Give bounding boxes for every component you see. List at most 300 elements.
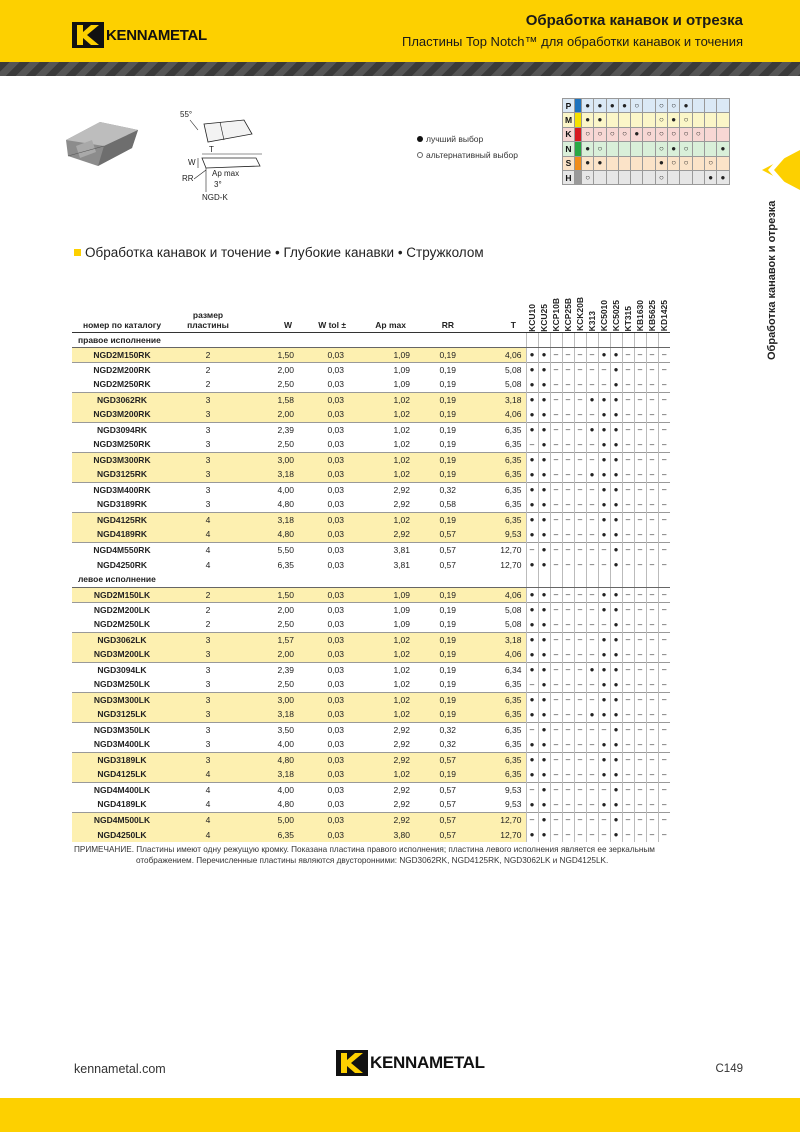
matrix-cell: ○ [680, 113, 692, 127]
grade-availability: ● [598, 647, 610, 662]
grade-availability: ● [598, 707, 610, 722]
grade-label: KC5010 [599, 300, 609, 332]
cell-rr: 0,19 [414, 407, 460, 422]
grade-availability: – [646, 707, 658, 722]
grade-availability: – [586, 407, 598, 422]
grade-availability: – [586, 797, 598, 812]
grade-availability: – [598, 827, 610, 842]
grade-availability: – [634, 812, 646, 827]
grade-availability: – [658, 512, 670, 527]
grade-availability: – [574, 752, 586, 767]
cell-wtol: 0,03 [298, 347, 348, 362]
table-row [72, 347, 670, 362]
table-row [72, 647, 670, 662]
grade-availability: – [646, 497, 658, 512]
grade-availability: – [646, 437, 658, 452]
grade-availability: ● [598, 677, 610, 692]
grade-label: KB5625 [647, 300, 657, 332]
catalog-number: NGD4189RK [72, 527, 172, 542]
cell-t: 12,70 [460, 812, 526, 827]
grade-availability: – [550, 677, 562, 692]
grade-availability: ● [610, 587, 622, 602]
cell-wtol: 0,03 [298, 722, 348, 737]
grade-availability: – [598, 542, 610, 557]
grade-availability: – [562, 482, 574, 497]
grade-availability: ● [526, 692, 538, 707]
grade-availability: – [562, 677, 574, 692]
grade-availability: – [562, 542, 574, 557]
cell-t: 6,35 [460, 722, 526, 737]
grade-availability: ● [610, 812, 622, 827]
grade-availability: ● [526, 647, 538, 662]
cell-rr: 0,19 [414, 692, 460, 707]
matrix-cell: ○ [668, 99, 680, 113]
brand-logo [72, 22, 207, 48]
table-row [72, 782, 670, 797]
cell-ap: 1,02 [393, 679, 410, 690]
grade-header [562, 296, 574, 332]
grade-availability: ● [598, 632, 610, 647]
grade-availability: – [658, 722, 670, 737]
material-code: P [563, 99, 575, 113]
cell-w: 2,50 [277, 679, 294, 690]
drawing-angle-bottom: 3° [214, 180, 222, 189]
cell-rr: 0,19 [414, 647, 460, 662]
cell-w: 1,50 [244, 587, 298, 602]
grade-availability: ● [610, 482, 622, 497]
grade-availability: – [562, 392, 574, 407]
cell-t: 6,35 [504, 739, 522, 750]
catalog-number: NGD4125LK [72, 767, 172, 782]
cell-w: 5,50 [244, 542, 298, 557]
grade-availability: – [646, 587, 658, 602]
grade-availability: – [550, 767, 562, 782]
matrix-cell [717, 113, 729, 127]
grade-availability: – [598, 812, 610, 827]
matrix-cell [717, 156, 729, 170]
matrix-cell: ● [631, 127, 643, 141]
grade-availability: – [646, 422, 658, 437]
grade-availability: – [574, 767, 586, 782]
kennametal-k-icon [336, 1050, 368, 1076]
cell-size: 3 [172, 422, 244, 437]
legend-alternative-label: альтернативный выбор [426, 150, 518, 160]
cell-w: 2,00 [244, 362, 298, 377]
cell-rr: 0,19 [439, 619, 456, 630]
grade-availability: ● [610, 497, 622, 512]
drawing-angle-top: 55° [180, 110, 193, 119]
grade-availability: ● [610, 692, 622, 707]
grade-availability: – [622, 557, 634, 572]
grade-availability: ● [538, 677, 550, 692]
footer-logo [336, 1050, 485, 1076]
grade-availability: ● [538, 722, 550, 737]
cell-size: 3 [172, 407, 244, 422]
grade-availability: – [658, 782, 670, 797]
grade-availability: ● [598, 422, 610, 437]
grade-availability: – [586, 497, 598, 512]
grade-availability: – [634, 722, 646, 737]
grade-availability: ● [610, 392, 622, 407]
cell-wtol: 0,03 [298, 632, 348, 647]
cell-size: 3 [205, 499, 211, 510]
cell-rr: 0,57 [414, 827, 460, 842]
grade-availability: – [634, 737, 646, 752]
cell-t: 6,35 [460, 752, 526, 767]
grade-availability: – [586, 437, 598, 452]
grade-availability: – [550, 482, 562, 497]
cell-wtol: 0,03 [298, 752, 348, 767]
grade-availability: ● [598, 767, 610, 782]
grade-availability: – [574, 467, 586, 482]
table-row [72, 422, 670, 437]
material-row-h [563, 170, 730, 184]
grade-availability: – [634, 632, 646, 647]
grade-availability: – [586, 737, 598, 752]
cell-t: 6,35 [460, 422, 526, 437]
grade-availability: – [622, 782, 634, 797]
grade-availability: – [658, 482, 670, 497]
catalog-number: NGD3062RK [72, 392, 172, 407]
grade-availability: ● [610, 677, 622, 692]
grade-header [526, 296, 538, 332]
cell-w: 6,35 [244, 827, 298, 842]
grade-availability: – [550, 392, 562, 407]
grade-availability: – [550, 662, 562, 677]
cell-rr: 0,57 [439, 799, 456, 810]
material-row-p [563, 99, 730, 113]
grade-availability: – [658, 452, 670, 467]
cell-t: 5,08 [460, 602, 526, 617]
grade-availability: ● [598, 692, 610, 707]
grade-availability: ● [610, 767, 622, 782]
cell-wtol: 0,03 [298, 767, 348, 782]
cell-ap: 1,02 [393, 439, 410, 450]
cell-size: 2 [205, 379, 211, 390]
legend [417, 131, 518, 163]
grade-availability: – [574, 737, 586, 752]
footer-url[interactable]: kennametal.com [74, 1062, 166, 1076]
grade-cell-empty [622, 572, 634, 587]
grade-cell-empty [562, 332, 574, 347]
grade-cell-empty [658, 332, 670, 347]
catalog-number: NGD2M250LK [93, 619, 151, 630]
matrix-cell: ● [582, 156, 594, 170]
cell-t: 9,53 [460, 527, 526, 542]
cell-w: 4,80 [244, 527, 298, 542]
cell-ap: 1,02 [348, 692, 414, 707]
grade-availability: – [526, 437, 538, 452]
grade-availability: – [586, 452, 598, 467]
grade-availability: – [526, 812, 538, 827]
cell-wtol: 0,03 [298, 587, 348, 602]
grade-availability: ● [538, 512, 550, 527]
grade-availability: – [550, 542, 562, 557]
grade-availability: – [574, 662, 586, 677]
matrix-cell: ○ [692, 127, 704, 141]
matrix-cell [631, 142, 643, 156]
material-row-n [563, 142, 730, 156]
cell-wtol: 0,03 [298, 527, 348, 542]
cell-t: 4,06 [460, 587, 526, 602]
cell-size: 2 [172, 602, 244, 617]
cell-t: 6,35 [460, 707, 526, 722]
grade-availability: ● [598, 512, 610, 527]
table-row [72, 767, 670, 782]
matrix-cell [704, 99, 716, 113]
grade-availability: – [646, 752, 658, 767]
grade-availability: ● [538, 482, 550, 497]
matrix-cell: ● [717, 142, 729, 156]
grade-availability: – [622, 752, 634, 767]
grade-availability: – [622, 452, 634, 467]
cell-rr: 0,19 [414, 512, 460, 527]
cell-rr: 0,57 [414, 527, 460, 542]
grade-availability: – [562, 617, 574, 632]
matrix-cell: ○ [704, 156, 716, 170]
cell-t: 12,70 [500, 559, 522, 570]
cell-w: 1,50 [244, 347, 298, 362]
grade-cell-empty [538, 332, 550, 347]
catalog-number: NGD3M250RK [93, 439, 151, 450]
matrix-cell [618, 142, 630, 156]
grade-availability: – [574, 407, 586, 422]
material-color-swatch [575, 99, 582, 113]
grade-availability: ● [610, 542, 622, 557]
grade-availability: – [622, 407, 634, 422]
cell-rr: 0,58 [439, 499, 456, 510]
grade-availability: – [622, 707, 634, 722]
cell-size: 3 [172, 452, 244, 467]
grade-availability: – [646, 452, 658, 467]
cell-t: 9,53 [504, 799, 522, 810]
cell-w: 2,50 [277, 619, 294, 630]
cell-ap: 1,09 [348, 362, 414, 377]
grade-availability: – [658, 617, 670, 632]
cell-rr: 0,19 [414, 422, 460, 437]
cell-w: 3,18 [244, 707, 298, 722]
matrix-cell [643, 170, 655, 184]
grade-availability: – [562, 752, 574, 767]
matrix-cell [631, 170, 643, 184]
matrix-cell: ● [594, 99, 606, 113]
kennametal-k-icon [72, 22, 104, 48]
material-color-swatch [575, 156, 582, 170]
matrix-cell [692, 156, 704, 170]
matrix-cell: ○ [643, 127, 655, 141]
legend-best-label: лучший выбор [426, 134, 484, 144]
cell-size: 3 [172, 707, 244, 722]
cell-rr: 0,19 [414, 452, 460, 467]
cell-size: 2 [172, 347, 244, 362]
cell-rr: 0,19 [414, 587, 460, 602]
grade-availability: – [634, 587, 646, 602]
grade-availability: – [550, 497, 562, 512]
grade-availability: – [574, 557, 586, 572]
catalog-number: NGD3062LK [72, 632, 172, 647]
cell-rr: 0,19 [414, 602, 460, 617]
grade-availability: – [658, 662, 670, 677]
cell-size: 4 [205, 559, 211, 570]
grade-availability: – [634, 452, 646, 467]
grade-availability: – [634, 482, 646, 497]
grade-availability: ● [526, 482, 538, 497]
grade-availability: ● [538, 377, 550, 392]
grade-availability: – [598, 617, 610, 632]
grade-label: KB1630 [635, 300, 645, 332]
grade-availability: – [646, 482, 658, 497]
cell-t: 4,06 [460, 647, 526, 662]
cell-rr: 0,19 [414, 707, 460, 722]
grade-header [538, 296, 550, 332]
grade-availability: – [622, 602, 634, 617]
grade-availability: ● [526, 797, 538, 812]
cell-size: 3 [172, 482, 244, 497]
grade-availability: ● [538, 782, 550, 797]
grade-availability: – [646, 692, 658, 707]
catalog-number: NGD3M200RK [72, 407, 172, 422]
grade-availability: ● [598, 347, 610, 362]
grade-availability: ● [538, 617, 550, 632]
grade-cell-empty [598, 332, 610, 347]
matrix-cell: ○ [618, 127, 630, 141]
cell-t: 3,18 [460, 632, 526, 647]
grade-availability: – [586, 482, 598, 497]
grade-availability: – [622, 647, 634, 662]
grade-availability: – [550, 617, 562, 632]
matrix-cell: ● [717, 170, 729, 184]
grade-availability: – [622, 737, 634, 752]
cell-ap: 2,92 [348, 527, 414, 542]
catalog-number: NGD3189RK [96, 499, 148, 510]
table-row [72, 617, 670, 632]
grade-availability: ● [610, 707, 622, 722]
grade-header [622, 296, 634, 332]
grade-availability: – [562, 557, 574, 572]
matrix-cell: ● [668, 142, 680, 156]
grade-availability: – [586, 347, 598, 362]
cell-w: 2,00 [244, 407, 298, 422]
grade-availability: – [622, 587, 634, 602]
catalog-number: NGD2M200RK [72, 362, 172, 377]
grade-availability: – [646, 602, 658, 617]
grade-availability: ● [598, 587, 610, 602]
cell-size: 4 [205, 799, 211, 810]
cell-ap: 1,09 [348, 602, 414, 617]
matrix-cell [594, 170, 606, 184]
grade-availability: ● [538, 557, 550, 572]
grade-label: KCU25 [539, 303, 549, 332]
header-stripe [0, 62, 800, 76]
cell-ap: 3,80 [348, 827, 414, 842]
material-color-swatch [575, 170, 582, 184]
grade-cell-empty [610, 332, 622, 347]
grade-availability: – [634, 602, 646, 617]
grade-availability: – [646, 392, 658, 407]
cell-ap: 2,92 [348, 782, 414, 797]
grade-availability: – [634, 467, 646, 482]
drawing-label-t: T [209, 145, 214, 154]
matrix-cell: ● [582, 142, 594, 156]
drawing-label-apmax: Ap max [212, 169, 240, 178]
table-row [72, 752, 670, 767]
matrix-cell [606, 156, 618, 170]
table-row [72, 362, 670, 377]
cell-w: 3,50 [244, 722, 298, 737]
grade-header [550, 296, 562, 332]
matrix-cell [692, 142, 704, 156]
matrix-cell: ○ [655, 99, 667, 113]
cell-rr: 0,19 [439, 679, 456, 690]
grade-availability: – [586, 587, 598, 602]
grade-availability: – [586, 782, 598, 797]
grade-availability: – [646, 557, 658, 572]
grade-availability: – [562, 692, 574, 707]
cell-w: 4,00 [277, 739, 294, 750]
material-code: K [563, 127, 575, 141]
material-row-k [563, 127, 730, 141]
grade-cell-empty [658, 572, 670, 587]
grade-availability: – [646, 542, 658, 557]
matrix-cell: ○ [594, 127, 606, 141]
grade-availability: – [658, 707, 670, 722]
grade-availability: – [598, 557, 610, 572]
catalog-number: NGD3M200LK [72, 647, 172, 662]
cell-t: 6,35 [504, 499, 522, 510]
cell-ap: 1,09 [348, 347, 414, 362]
drawing-label-w: W [188, 158, 196, 167]
grade-availability: – [646, 722, 658, 737]
cell-rr: 0,19 [414, 662, 460, 677]
cell-wtol: 0,03 [327, 619, 344, 630]
grade-availability: ● [610, 737, 622, 752]
cell-w: 4,00 [244, 782, 298, 797]
cell-size: 4 [172, 512, 244, 527]
grade-label: KC5025 [611, 300, 621, 332]
cell-wtol: 0,03 [298, 362, 348, 377]
grade-availability: ● [526, 707, 538, 722]
grade-availability: ● [526, 617, 538, 632]
grade-availability: – [658, 692, 670, 707]
col-wtol: W tol ± [298, 296, 348, 332]
material-row-s [563, 156, 730, 170]
grade-availability: ● [526, 362, 538, 377]
grade-availability: – [622, 377, 634, 392]
grade-availability: – [634, 527, 646, 542]
col-apmax: Ap max [348, 296, 414, 332]
grade-availability: – [586, 827, 598, 842]
grade-availability: ● [538, 737, 550, 752]
section-title-text: Обработка канавок и точение • Глубокие канавки • Стружколом [85, 245, 484, 260]
grade-availability: – [622, 797, 634, 812]
cell-t: 6,35 [460, 452, 526, 467]
cell-ap: 1,02 [348, 632, 414, 647]
cell-rr: 0,57 [414, 542, 460, 557]
grade-availability: ● [598, 452, 610, 467]
grade-availability: – [574, 422, 586, 437]
grade-availability: – [622, 767, 634, 782]
grade-cell-empty [646, 332, 658, 347]
cell-t: 12,70 [460, 827, 526, 842]
cell-w: 3,00 [244, 452, 298, 467]
grade-cell-empty [574, 332, 586, 347]
grade-availability: ● [526, 422, 538, 437]
cell-rr: 0,19 [414, 632, 460, 647]
matrix-cell: ● [594, 113, 606, 127]
grade-availability: ● [598, 437, 610, 452]
cell-size: 3 [172, 722, 244, 737]
grade-availability: – [634, 437, 646, 452]
